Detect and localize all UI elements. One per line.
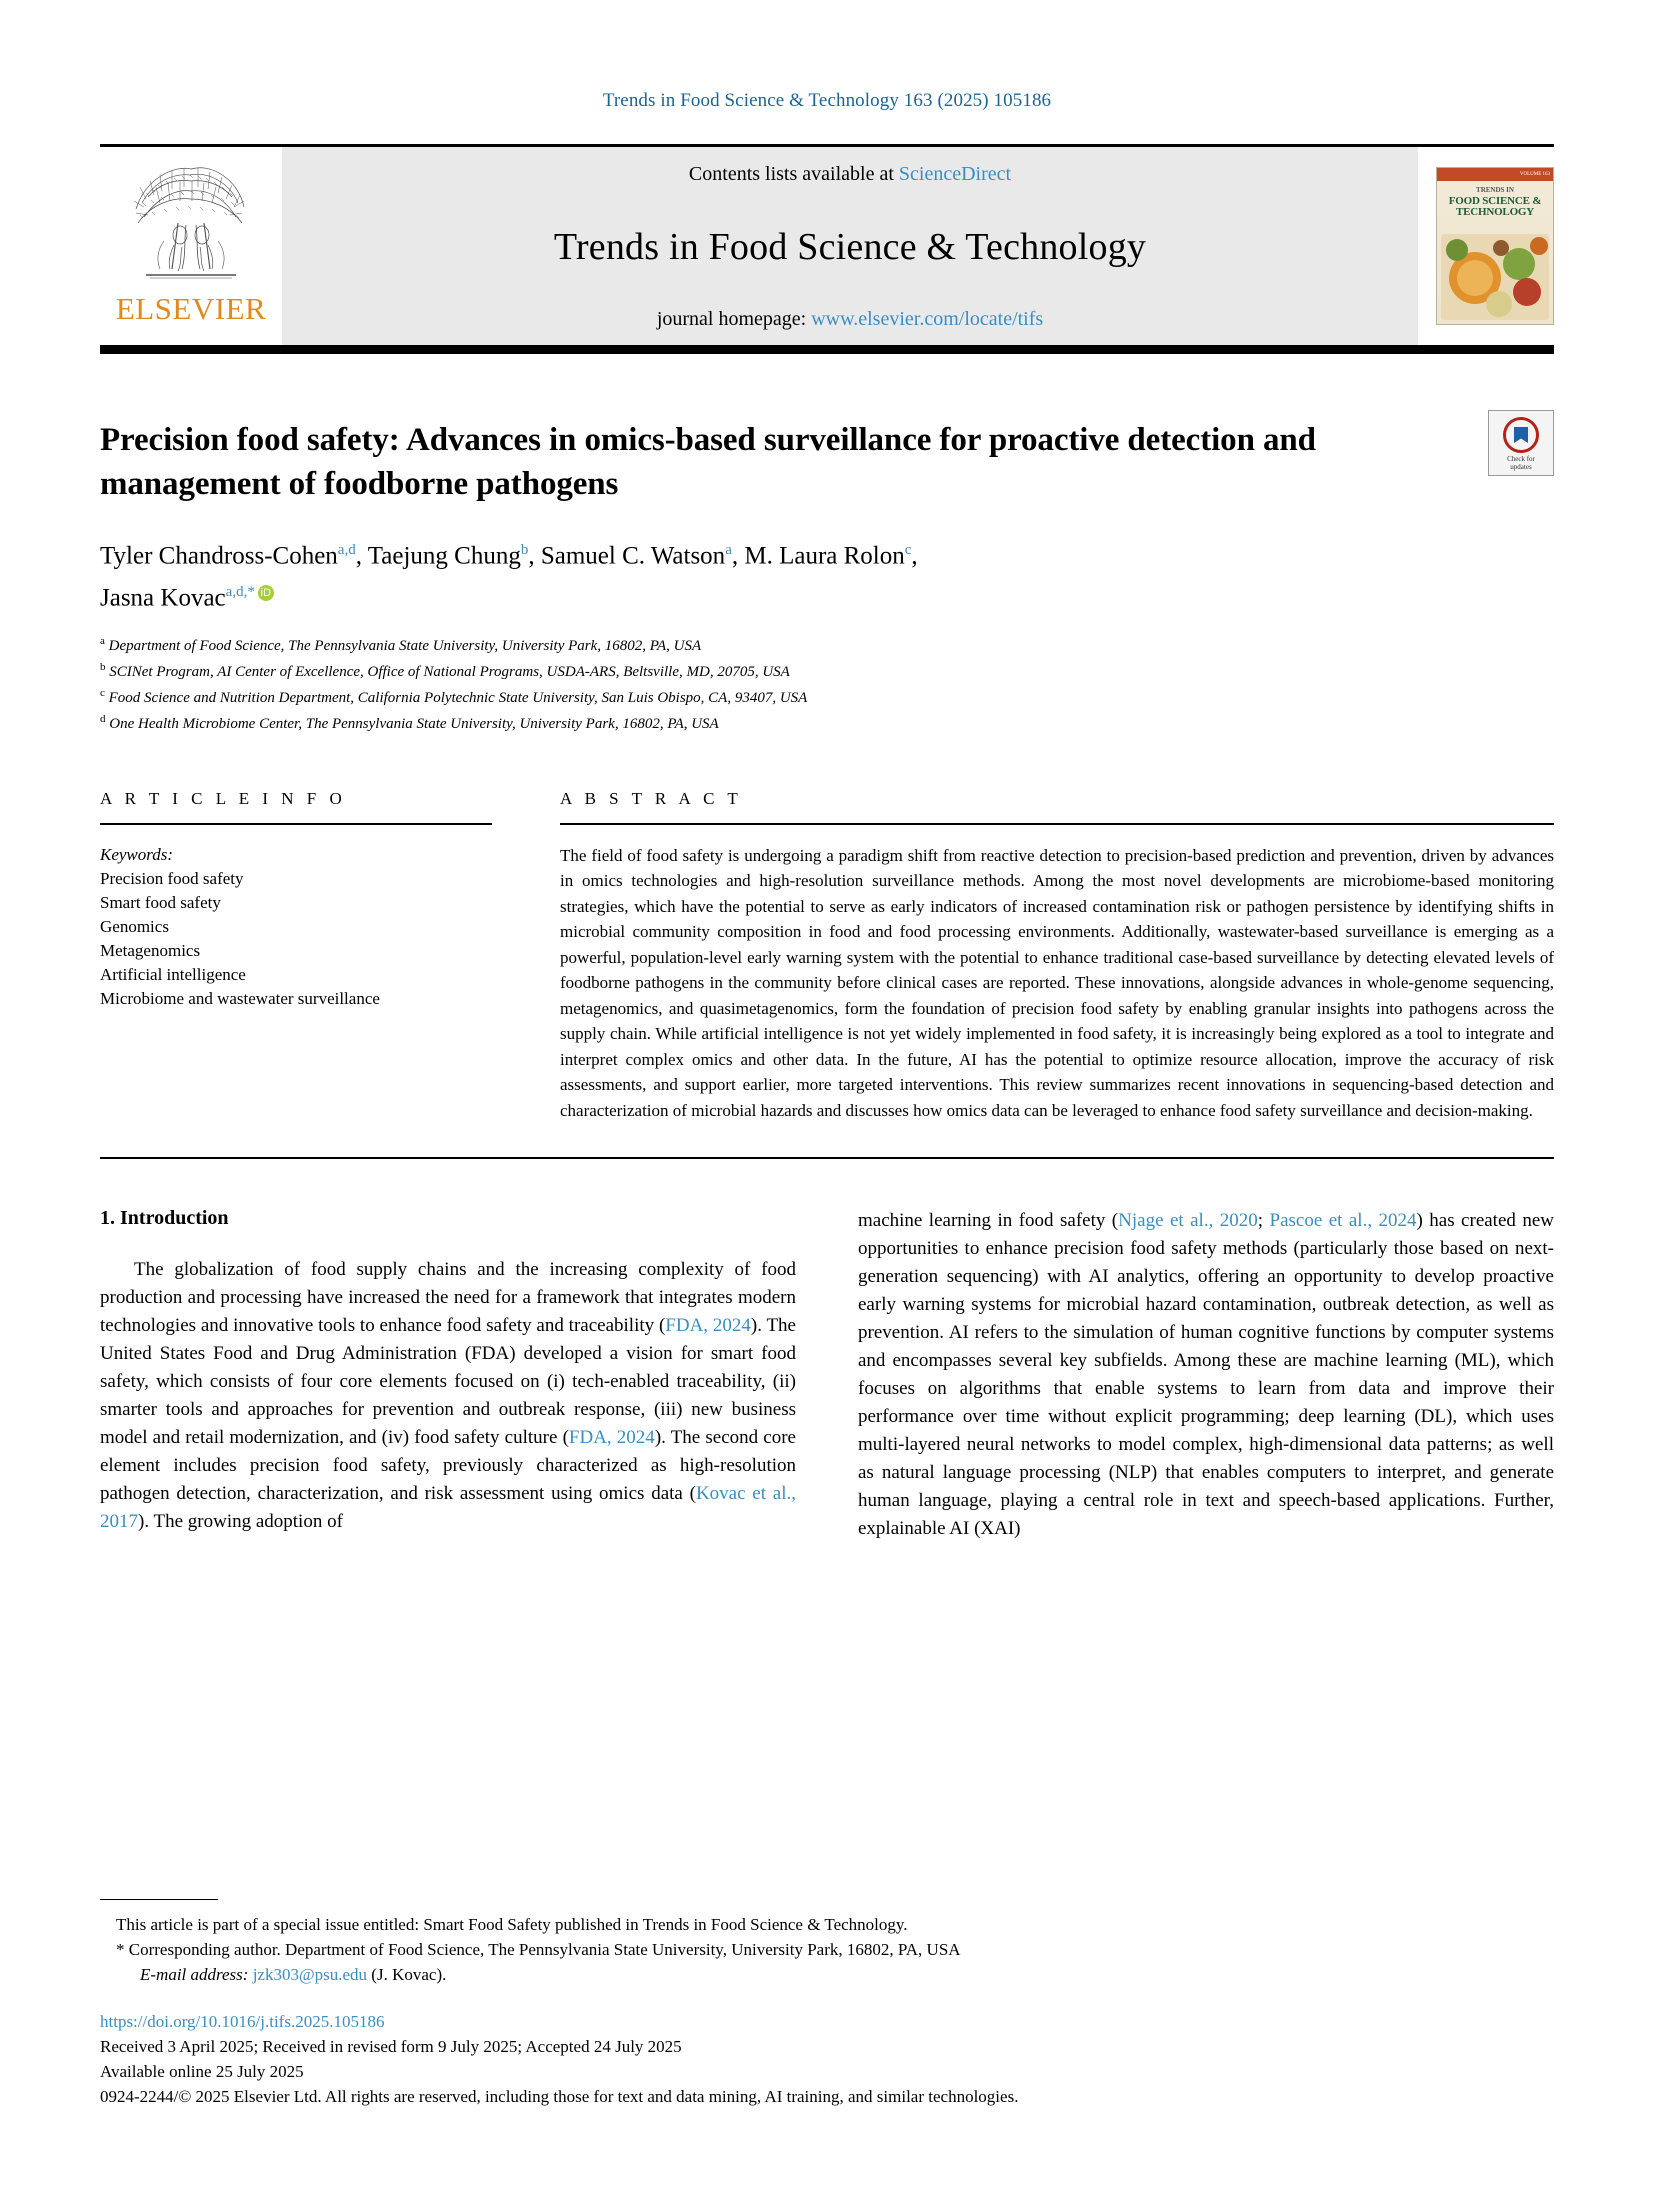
journal-cover-thumbnail	[1436, 147, 1554, 345]
journal-title: Trends in Food Science & Technology	[553, 226, 1147, 268]
affiliation-text: Food Science and Nutrition Department, California Polytechnic State University, San Luis Obispo, CA, 93407, USA	[108, 689, 808, 706]
intro-right-part1: machine learning in food safety (	[858, 1210, 1119, 1232]
available-online-date: Available online 25 July 2025	[100, 2062, 304, 2081]
author-affil-marker: a,d,*	[225, 584, 255, 601]
cover-title	[1437, 185, 1553, 218]
body-column-left	[100, 1207, 796, 1543]
sciencedirect-link[interactable]: ScienceDirect	[898, 163, 1012, 185]
intro-text-part1: The globalization of food supply chains and the increasing complexity of food production and processing have increased the need for a framework that integrates modern technologies and innovative tools to enhance food safety and traceability (	[100, 1259, 796, 1337]
article-info-column	[100, 789, 492, 1124]
email-suffix: (J. Kovac).	[371, 1965, 447, 1984]
crossmark-icon	[1503, 417, 1539, 453]
section-heading-introduction: 1. Introduction	[100, 1207, 229, 1230]
intro-text-part4: ). The growing adoption of	[138, 1511, 343, 1533]
author-affil-marker: c	[904, 542, 912, 558]
affiliation-item	[100, 657, 1554, 683]
homepage-line	[657, 308, 1043, 331]
affiliation-marker: b	[100, 660, 106, 673]
doi-link[interactable]: https://doi.org/10.1016/j.tifs.2025.105186	[100, 2012, 385, 2031]
crossmark-line1: Check for	[1507, 455, 1535, 463]
intro-text-part2: ). The United States Food and Drug Administration (FDA) developed a vision for smart food safety, which consists of four core elements focused on (i) tech-enabled traceability, (ii) smarter tools and approaches for prevention and outbreak response, (iii) new business model and retail modernization, and (iv) food safety culture (	[100, 1315, 796, 1449]
affiliation-item	[100, 683, 1554, 709]
abstract-rule	[560, 823, 1554, 825]
journal-masthead	[100, 147, 1554, 345]
affiliation-text: One Health Microbiome Center, The Pennsylvania State University, University Park, 16802, PA, USA	[109, 715, 719, 732]
cover-food-illustration	[1441, 234, 1549, 320]
keyword-item: Genomics	[100, 916, 169, 936]
cover-topbar: VOLUME 163	[1437, 168, 1553, 181]
elsevier-logo	[100, 147, 282, 345]
article-info-rule	[100, 823, 492, 825]
affiliation-marker: c	[100, 686, 105, 699]
intro-right-part2: ) has created new opportunities to enhance precision food safety methods (particularly those based on next-generation sequencing) with AI analytics, offering an opportunity to develop proactive early warning systems for microbial hazard contamination, outbreak detection, as well as prevention. AI refers to the simulation of human cognitive functions by computer systems and encompasses several key subfields. Among these are machine learning (ML), which focuses on algorithms that enable systems to learn from data and improve their performance over time without explicit programming; deep learning (DL), which uses multi-layered neural networks to model complex, high-dimensional data patterns; as well as natural language processing (NLP) that enables computers to interpret, and generate human language, playing a central role in text and speech-based applications. Further, explainable AI (XAI)	[858, 1210, 1554, 1540]
affiliation-text: SCINet Program, AI Center of Excellence, Office of National Programs, USDA-ARS, Beltsville, MD, 20705, USA	[109, 663, 790, 680]
page-footer	[100, 1899, 1554, 2109]
body-column-right	[858, 1207, 1554, 1543]
citation-link[interactable]: Pascoe et al., 2024	[1269, 1210, 1417, 1232]
footnote-rule	[100, 1899, 218, 1900]
keyword-item: Metagenomics	[100, 940, 201, 960]
keyword-item: Artificial intelligence	[100, 964, 246, 984]
crossmark-check-for-updates-badge[interactable]	[1488, 410, 1554, 476]
intro-text-part3: ). The second core element includes precision food safety, previously characterized as high-resolution pathogen detection, characterization, and risk assessment using omics data (	[100, 1427, 796, 1505]
article-title: Precision food safety: Advances in omics-based surveillance for proactive detection and management of foodborne pathogens	[100, 422, 1316, 502]
cover-title-line3: & TECHNOLOGY	[1455, 195, 1542, 218]
keyword-item: Smart food safety	[100, 892, 221, 912]
crossmark-line2: updates	[1510, 463, 1532, 471]
abstract-bottom-rule	[100, 1157, 1554, 1159]
citation-link[interactable]: FDA, 2024	[568, 1427, 655, 1449]
affiliation-marker: d	[100, 712, 106, 725]
crossmark-caption	[1507, 455, 1535, 471]
running-head: Trends in Food Science & Technology 163 (2025) 105186	[602, 90, 1052, 111]
contents-line	[689, 163, 1011, 186]
cover-title-line2: FOOD SCIENCE	[1448, 195, 1530, 207]
affiliation-text: Department of Food Science, The Pennsylvania State University, University Park, 16802, PA, USA	[108, 637, 702, 654]
keyword-item: Microbiome and wastewater surveillance	[100, 988, 380, 1008]
intro-paragraph-left	[100, 1256, 796, 1536]
abstract-column	[560, 789, 1554, 1124]
keyword-item: Precision food safety	[100, 868, 244, 888]
affiliation-marker: a	[100, 634, 105, 647]
abstract-text: The field of food safety is undergoing a paradigm shift from reactive detection to precision-based prediction and prevention, driven by advances in omics technologies and high-resolution surveillance methods. Among the most novel developments are microbiome-based monitoring strategies, which have the potential to serve as early indicators of increased contamination risk or pathogen persistence by identifying shifts in microbial community composition in food and food processing environments. Additionally, wastewater-based surveillance is emerging as a powerful, population-level early warning system with the potential to enhance traditional case-based surveillance by detecting elevated levels of foodborne pathogens in the community before clinical cases are reported. These innovations, alongside advances in whole-genome sequencing, metagenomics, and quasimetagenomics, form the foundation of precision food safety by enabling granular insights into pathogens across the supply chain. While artificial intelligence is not yet widely implemented in food safety, it is increasingly being explored as a tool to integrate and interpret complex omics and other data. In the future, AI has the potential to optimize resource allocation, improve the accuracy of risk assessments, and support earlier, more targeted interventions. This review summarizes recent innovations in sequencing-based detection and characterization of microbial hazards and discusses how omics data can be leveraged to enhance food safety surveillance and decision-making.	[560, 845, 1554, 1120]
citation-link[interactable]: FDA, 2024	[665, 1315, 751, 1337]
author-list: Tyler Chandross-Cohen$^{a,d}$, Taejung Chung$^b$, Samuel C. Watson$^a$, M. Laura Rolon$^c$, Jasna Kovac$^{a,d,*}$ iD	[100, 542, 918, 612]
cover-photo	[1441, 234, 1549, 320]
author-affil-marker: a	[725, 542, 732, 558]
cover-image	[1436, 167, 1554, 325]
keywords-label: Keywords:	[100, 844, 174, 864]
body-columns	[100, 1207, 1554, 1543]
contents-prefix: Contents lists available at	[688, 163, 899, 185]
email-label: E-mail address:	[140, 1965, 249, 1984]
masthead-bottom-rule	[100, 345, 1554, 354]
email-link[interactable]: jzk303@psu.edu	[252, 1965, 368, 1984]
footnote-special-issue: This article is part of a special issue entitled: Smart Food Safety published in Trends in Food Science & Technology.	[116, 1915, 908, 1934]
footnote-email	[100, 1962, 1554, 1987]
masthead-center	[282, 147, 1418, 345]
orcid-icon[interactable]: iD	[258, 585, 274, 601]
elsevier-tree-icon	[116, 157, 266, 289]
doi-block	[100, 2009, 1554, 2109]
citation-separator: ;	[1257, 1210, 1270, 1232]
citation-link[interactable]: Njage et al., 2020	[1118, 1210, 1258, 1232]
received-dates: Received 3 April 2025; Received in revised form 9 July 2025; Accepted 24 July 2025	[100, 2037, 682, 2056]
abstract-heading: A B S T R A C T	[560, 788, 743, 808]
affiliation-item	[100, 631, 1554, 657]
info-abstract-block	[100, 789, 1554, 1124]
citation-link[interactable]: Kovac et al., 2017	[100, 1483, 796, 1533]
author-affil-marker: b	[520, 542, 529, 558]
affiliations-list	[100, 631, 1554, 735]
intro-paragraph-right	[858, 1207, 1554, 1543]
cover-title-line1: TRENDS IN	[1476, 186, 1514, 194]
homepage-url-link[interactable]: www.elsevier.com/locate/tifs	[811, 308, 1044, 330]
author-affil-marker: a,d	[337, 542, 356, 558]
copyright-line: 0924-2244/© 2025 Elsevier Ltd. All rights are reserved, including those for text and data mining, AI training, and similar technologies.	[100, 2087, 1019, 2106]
article-info-heading: A R T I C L E I N F O	[100, 788, 347, 808]
homepage-prefix: journal homepage:	[656, 308, 812, 330]
footnote-corresponding-author: * Corresponding author. Department of Food Science, The Pennsylvania State University, University Park, 16802, PA, USA	[116, 1940, 961, 1959]
elsevier-wordmark: ELSEVIER	[115, 291, 267, 326]
affiliation-item	[100, 709, 1554, 735]
